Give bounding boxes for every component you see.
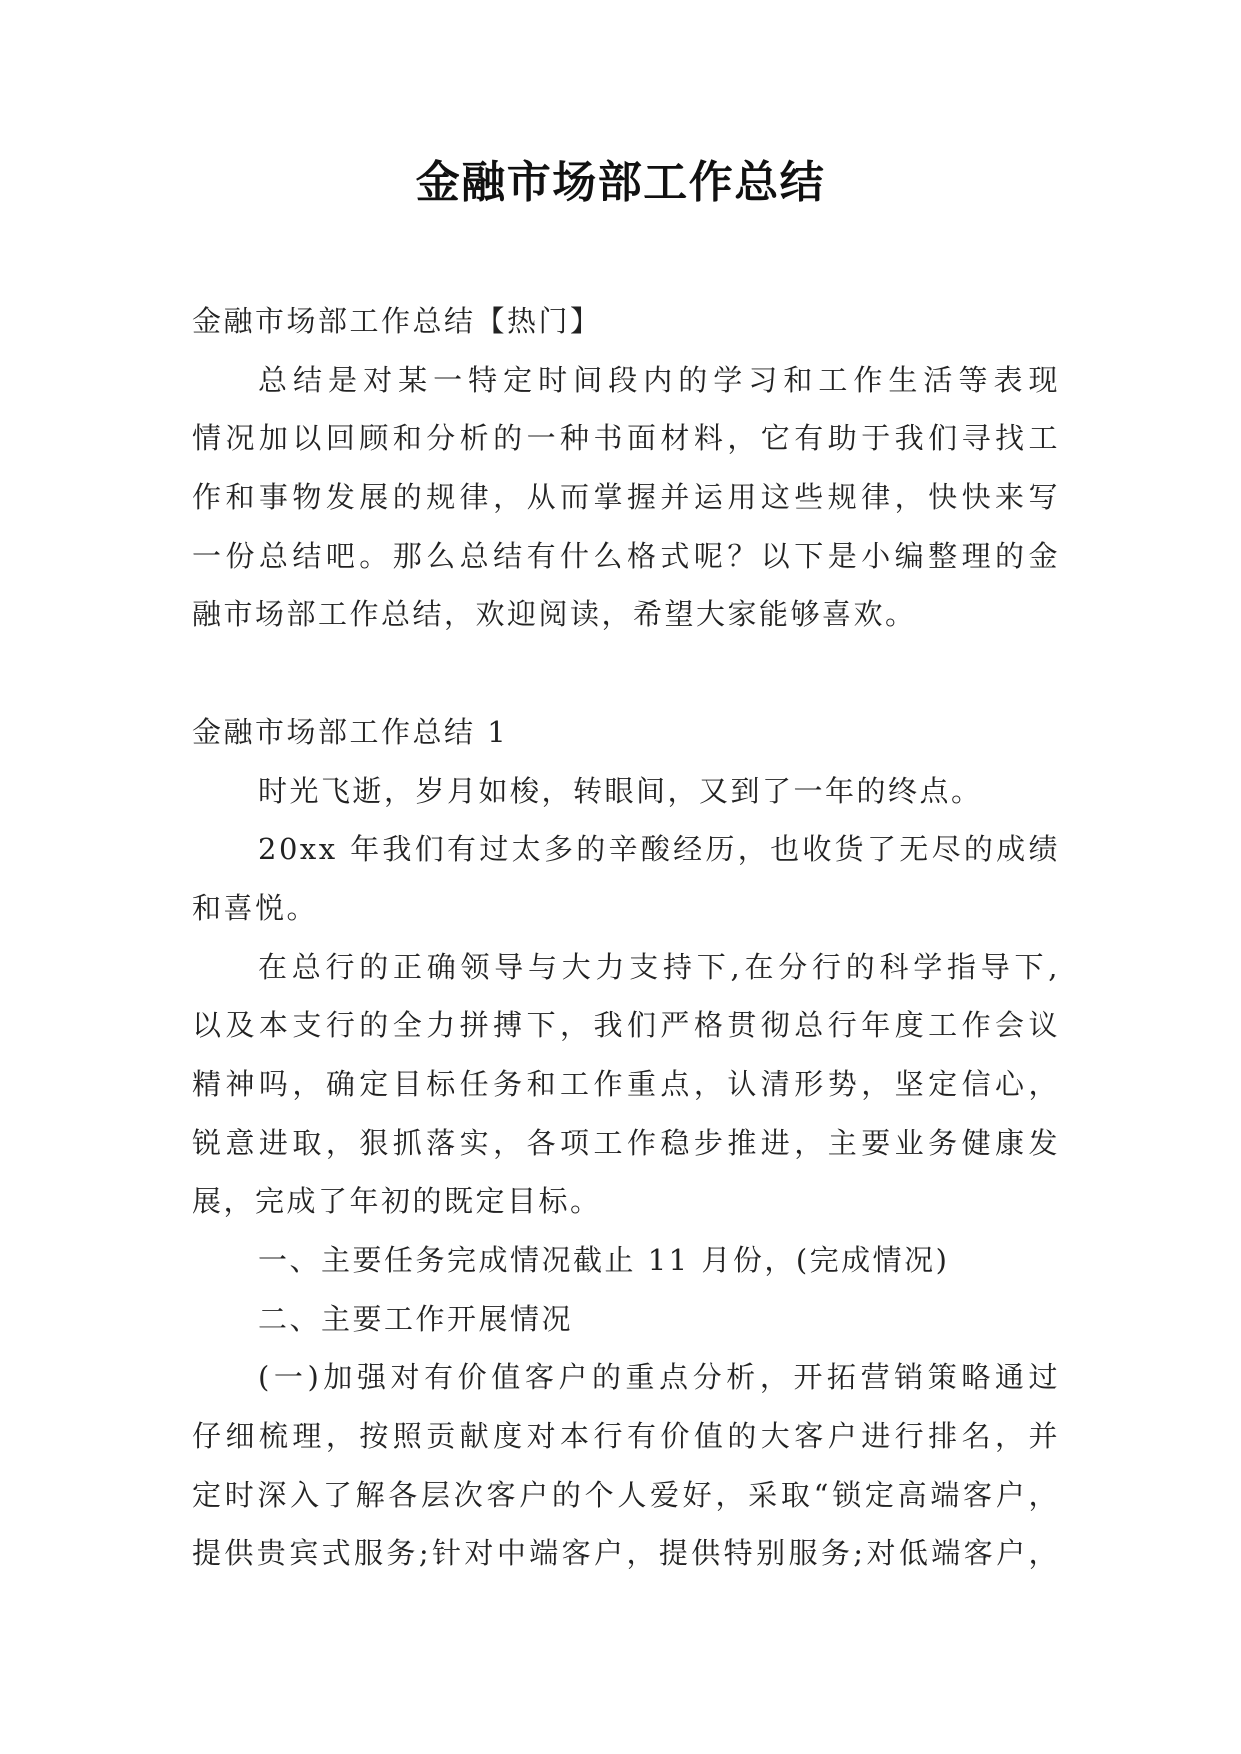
paragraph-line: 作和事物发展的规律，从而掌握并运用这些规律，快快来写 [192,480,1060,515]
paragraph-line: 在总行的正确领导与大力支持下,在分行的科学指导下, [258,949,1060,984]
paragraph-line: 融市场部工作总结，欢迎阅读，希望大家能够喜欢。 [192,597,917,632]
section-heading: 金融市场部工作总结 1 [192,714,509,749]
paragraph-line: (一)加强对有价值客户的重点分析，开拓营销策略通过 [258,1360,1060,1395]
paragraph-line: 总结是对某一特定时间段内的学习和工作生活等表现 [258,362,1060,397]
paragraph-line: 时光飞逝，岁月如梭，转眼间，又到了一年的终点。 [258,773,983,808]
paragraph-line: 展，完成了年初的既定目标。 [192,1184,602,1219]
paragraph-line: 以及本支行的全力拼搏下，我们严格贯彻总行年度工作会议 [192,1008,1060,1043]
paragraph-line: 定时深入了解各层次客户的个人爱好，采取“锁定高端客户， [192,1477,1060,1512]
blank-line [192,644,1060,703]
document-content [192,292,1060,1583]
paragraph-line: 和喜悦。 [192,890,319,925]
list-heading: 二、主要工作开展情况 [258,1301,574,1336]
paragraph-line: 锐意进取，狠抓落实，各项工作稳步推进，主要业务健康发 [192,1125,1060,1160]
document-title: 金融市场部工作总结 [415,157,826,208]
paragraph-line: 情况加以回顾和分析的一种书面材料，它有助于我们寻找工 [192,421,1060,456]
paragraph-line: 提供贵宾式服务;针对中端客户，提供特别服务;对低端客户， [192,1536,1060,1571]
list-heading: 一、主要任务完成情况截止 11 月份，(完成情况) [258,1243,950,1277]
paragraph-line: 仔细梳理，按照贡献度对本行有价值的大客户进行排名，并 [192,1419,1060,1454]
section-body [192,762,1060,1584]
paragraph-line: 20xx 年我们有过太多的辛酸经历，也收货了无尽的成绩 [258,832,1060,867]
paragraph-line: 一份总结吧。那么总结有什么格式呢？以下是小编整理的金 [192,538,1060,573]
intro-paragraph [192,351,1060,644]
paragraph-line: 精神吗，确定目标任务和工作重点，认清形势，坚定信心， [192,1066,1060,1101]
document-subtitle: 金融市场部工作总结【热门】 [192,304,602,338]
